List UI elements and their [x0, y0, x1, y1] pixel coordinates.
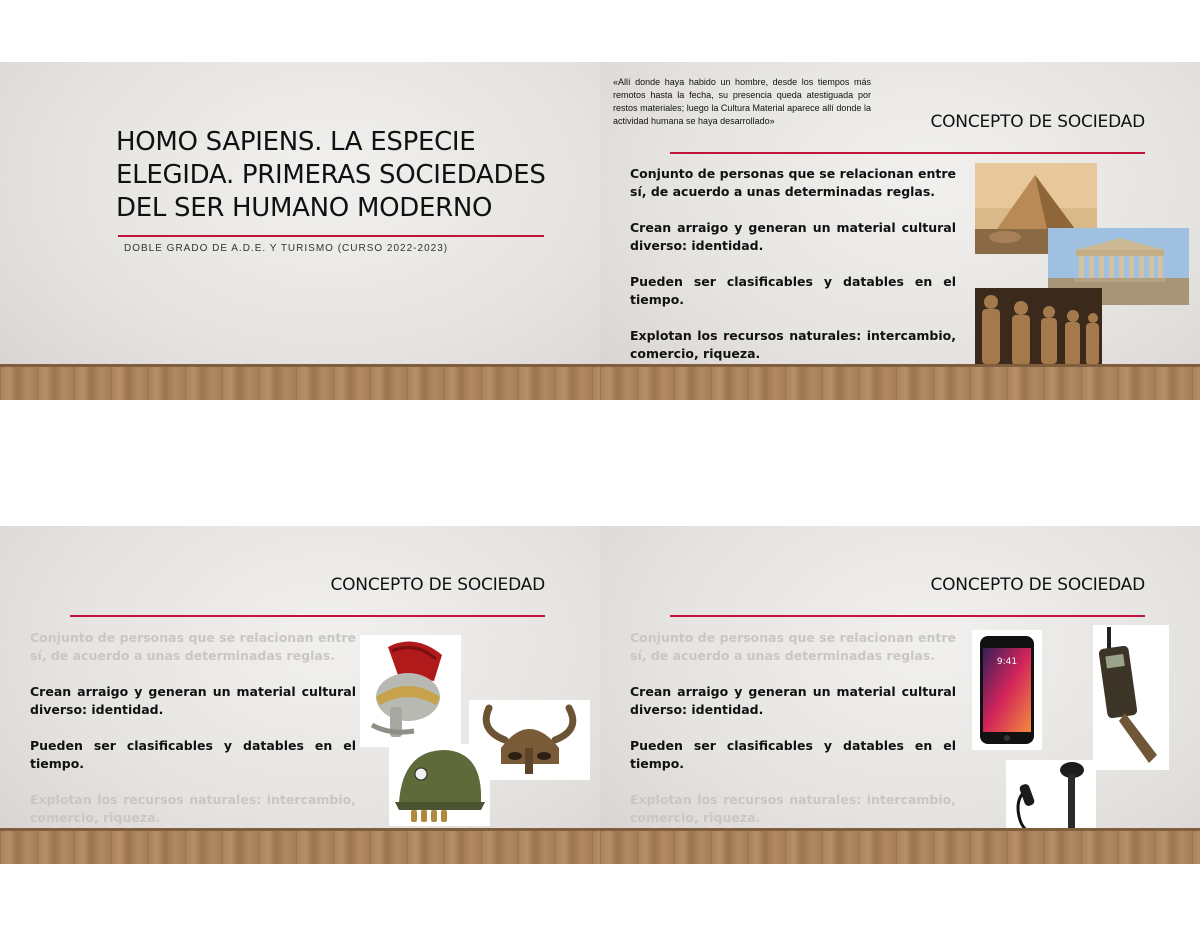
army-helmet-image	[389, 744, 490, 826]
bullet-list	[630, 165, 956, 381]
roman-helmet-image	[360, 635, 461, 747]
bullet-item: Explotan los recursos naturales: intercambio, comercio, riqueza.	[630, 792, 956, 825]
bullet-item: Conjunto de personas que se relacionan entre sí, de acuerdo a unas determinadas reglas.	[630, 166, 956, 199]
bullet-item: Crean arraigo y generan un material cultural diverso: identidad.	[30, 684, 356, 717]
section-accent-rule	[670, 152, 1145, 154]
section-title: CONCEPTO DE SOCIEDAD	[930, 575, 1145, 595]
bullet-item: Explotan los recursos naturales: intercambio, comercio, riqueza.	[30, 792, 356, 825]
smartphone-image	[972, 630, 1042, 750]
slide-title-heading: HOMO SAPIENS. LA ESPECIE ELEGIDA. PRIMERAS SOCIEDADES DEL SER HUMANO MODERNO	[116, 127, 546, 223]
wood-floor	[600, 828, 1200, 864]
slide-concepto-1	[600, 62, 1200, 400]
section-accent-rule	[670, 615, 1145, 617]
phone-clock: 9:41	[996, 657, 1018, 667]
bullet-item: Conjunto de personas que se relacionan entre sí, de acuerdo a unas determinadas reglas.	[630, 630, 956, 663]
bullet-item: Conjunto de personas que se relacionan entre sí, de acuerdo a unas determinadas reglas.	[30, 630, 356, 663]
section-title: CONCEPTO DE SOCIEDAD	[930, 112, 1145, 132]
bullet-item: Crean arraigo y generan un material cultural diverso: identidad.	[630, 220, 956, 253]
wood-floor	[600, 364, 1200, 400]
bullet-list	[30, 629, 356, 845]
bullet-item: Pueden ser clasificables y datables en el tiempo.	[630, 274, 956, 307]
bullet-list	[630, 629, 956, 845]
section-title: CONCEPTO DE SOCIEDAD	[330, 575, 545, 595]
terracotta-warriors-image	[975, 288, 1102, 374]
section-accent-rule	[70, 615, 545, 617]
slide-concepto-3	[600, 526, 1200, 864]
slide-title	[0, 62, 600, 400]
bullet-item: Pueden ser clasificables y datables en el tiempo.	[30, 738, 356, 771]
slide-subtitle: DOBLE GRADO DE A.D.E. Y TURISMO (CURSO 2022-2023)	[124, 243, 449, 254]
cultura-material-quote: «Allí donde haya habido un hombre, desde los tiempos más remotos hasta la fecha, su presencia queda atestiguada por restos materiales; luego la Cultura Material aparece allí donde la actividad humana se haya desarrollado»	[613, 77, 871, 126]
bullet-item: Crean arraigo y generan un material cultural diverso: identidad.	[630, 684, 956, 717]
title-accent-rule	[118, 235, 544, 237]
bullet-item: Explotan los recursos naturales: intercambio, comercio, riqueza.	[630, 328, 956, 361]
bullet-item: Pueden ser clasificables y datables en el tiempo.	[630, 738, 956, 771]
flip-phone-image	[1093, 625, 1169, 770]
slide-concepto-2	[0, 526, 600, 864]
wood-floor	[0, 828, 600, 864]
wood-floor	[0, 364, 600, 400]
